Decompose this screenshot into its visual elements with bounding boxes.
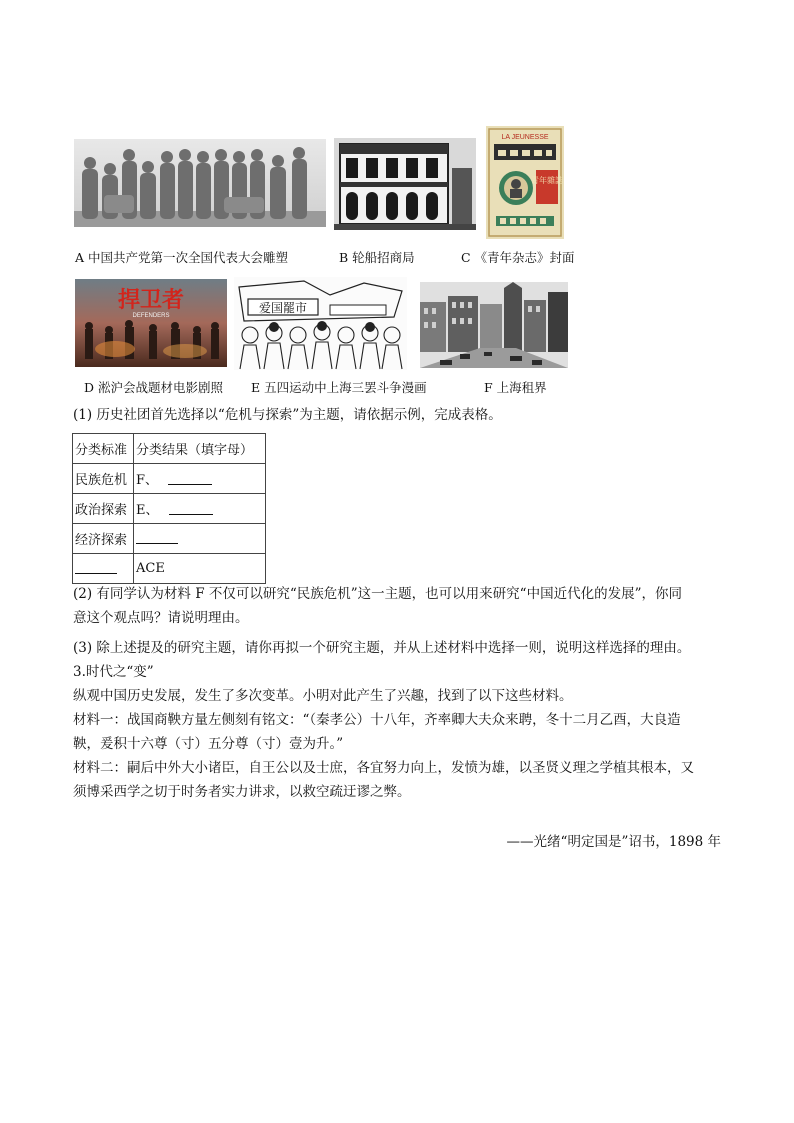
table-row (73, 464, 266, 494)
table-cell-result (134, 524, 266, 554)
figure-a-sculpture-image (74, 139, 326, 227)
result-prefix: E、 (136, 503, 159, 518)
figure-f-concession-image (420, 282, 568, 368)
question-2-line-1: (2) 有同学认为材料 F 不仅可以研究“民族危机”这一主题，也可以用来研究“中国近代化的发展”，你同 (73, 586, 682, 602)
cover-title-en: LA JEUNESSE (501, 134, 549, 141)
figure-e-cartoon-image (234, 277, 407, 370)
table-header-cell: 分类结果（填字母） (134, 434, 266, 464)
material-2-line-1: 材料二：嗣后中外大小诸臣，自王公以及士庶，各宜努力向上，发愤为雄，以圣贤义理之学植其根本，又 (73, 760, 694, 776)
question-1-text: (1) 历史社团首先选择以“危机与探索”为主题，请依据示例，完成表格。 (73, 407, 502, 423)
section-3-intro: 纵观中国历史发展，发生了多次变革。小明对此产生了兴趣，找到了以下这些材料。 (73, 688, 573, 704)
answer-blank[interactable] (169, 502, 213, 515)
table-row (73, 524, 266, 554)
figure-f-caption: F 上海租界 (484, 380, 547, 395)
question-2 (73, 582, 723, 630)
table-cell-result: ACE (134, 554, 266, 584)
table-row (73, 494, 266, 524)
poster-subtitle: DEFENDERS (132, 313, 170, 319)
answer-blank[interactable] (136, 531, 178, 544)
figure-b-building-image (334, 138, 476, 230)
answer-blank[interactable] (168, 472, 212, 485)
table-cell-standard (73, 554, 134, 584)
table-cell-standard: 政治探索 (73, 494, 134, 524)
section-3-title: 3.时代之“变” (73, 664, 154, 680)
figure-b-caption: B 轮船招商局 (339, 250, 415, 265)
result-prefix: F、 (136, 473, 159, 488)
figure-d-movie-still-image (75, 279, 227, 367)
figure-c-caption: C 《青年杂志》封面 (461, 250, 575, 265)
cover-title-cn: 青年雜誌 (531, 176, 563, 185)
classification-table (72, 433, 266, 584)
table-header-cell: 分类标准 (73, 434, 134, 464)
question-3-text: (3) 除上述提及的研究主题，请你再拟一个研究主题，并从上述材料中选择一则，说明这样选择的理由。 (73, 640, 691, 656)
figure-c-magazine-cover-image (486, 126, 564, 239)
question-2-line-2: 意这个观点吗？请说明理由。 (73, 610, 249, 626)
table-cell-result (134, 494, 266, 524)
figure-e-caption: E 五四运动中上海三罢斗争漫画 (251, 380, 427, 395)
answer-blank[interactable] (75, 561, 117, 574)
table-cell-standard: 经济探索 (73, 524, 134, 554)
poster-title: 捍卫者 (117, 288, 185, 313)
section-3 (73, 660, 723, 804)
table-header-row (73, 434, 266, 464)
material-2-source: ——光绪“明定国是”诏书，1898 年 (506, 834, 721, 850)
table-row (73, 554, 266, 584)
material-1-line-2: 鞅，爰积十六尊（寸）五分尊（寸）壹为升。” (73, 736, 344, 752)
figure-a-caption: A 中国共产党第一次全国代表大会雕塑 (75, 250, 289, 265)
question-3 (73, 636, 723, 660)
material-2-line-2: 须博采西学之切于时务者实力讲求，以救空疏迂谬之弊。 (73, 784, 411, 800)
figure-d-caption: D 淞沪会战题材电影剧照 (84, 380, 223, 395)
table-cell-standard: 民族危机 (73, 464, 134, 494)
question-1 (73, 403, 723, 427)
table-cell-result (134, 464, 266, 494)
cartoon-banner-text: 爱国罷市 (258, 301, 308, 315)
material-1-line-1: 材料一：战国商鞅方量左侧刻有铭文：“（秦孝公）十八年，齐率卿大夫众来聘，冬十二月乙酉，大良造 (73, 712, 681, 728)
